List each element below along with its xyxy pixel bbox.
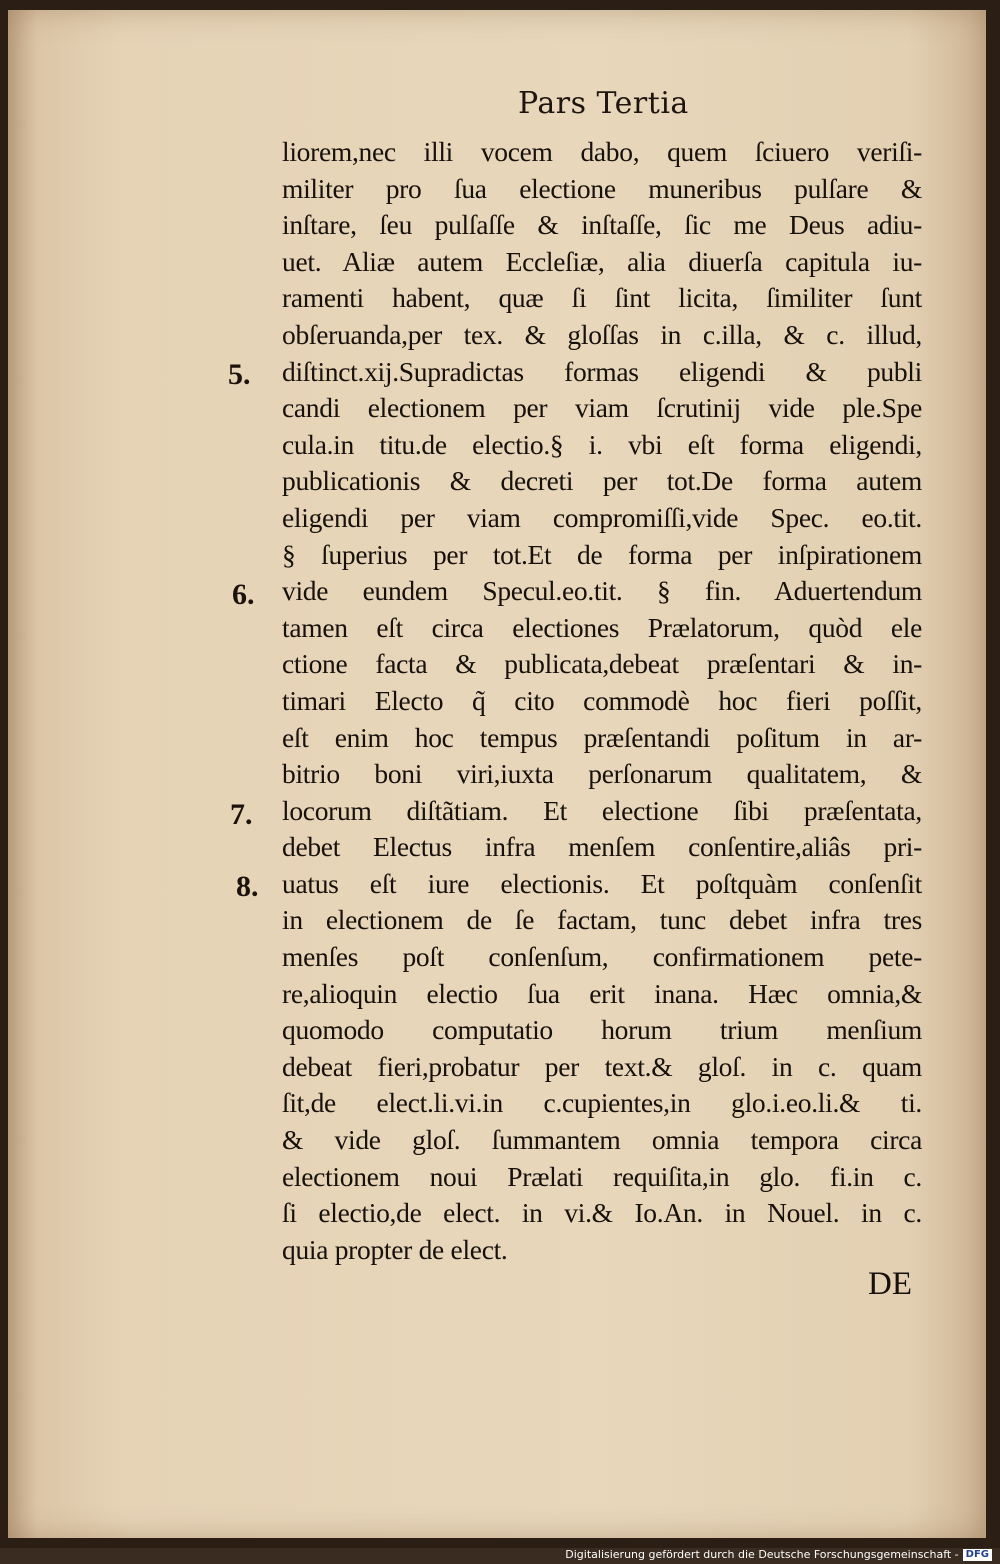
text-line: liorem,nec illi vocem dabo, quem ſciuero veriſi- (282, 136, 922, 167)
text-line: timari Electo q̃ cito commodè hoc fieri poſſit, (282, 684, 922, 716)
dfg-logo: DFG (963, 1549, 992, 1561)
margin-number-5: 5. (228, 358, 251, 391)
text-line: re,alioquin electio ſua erit inana. Hæc omnia,& (282, 977, 922, 1009)
text-line: ramenti habent, quæ ſi ſint licita, ſimiliter ſunt (282, 282, 922, 314)
margin-number-6: 6. (232, 578, 255, 611)
text-line: § ſuperius per tot.Et de forma per inſpirationem (282, 538, 922, 570)
text-line: inſtare, ſeu pulſaſſe & inſtaſſe, ſic me Deus adiu- (282, 209, 922, 241)
text-line: locorum diſtãtiam. Et electione ſibi præſentata, (282, 794, 922, 826)
text-line: uet. Aliæ autem Eccleſiæ, alia diuerſa capitula iu- (282, 245, 922, 277)
text-line: & vide gloſ. ſummantem omnia tempora circa (282, 1124, 922, 1156)
text-line: ctione facta & publicata,debeat præſentari & in- (282, 648, 922, 680)
text-line: diſtinct.xij.Supradictas formas eligendi & publi (282, 355, 922, 387)
margin-number-7: 7. (230, 798, 253, 831)
text-line: obſeruanda,per tex. & gloſſas in c.illa, & c. illud, (282, 318, 922, 350)
text-line: militer pro ſua electione muneribus pulſare & (282, 172, 922, 204)
text-line: menſes poſt conſenſum, confirmationem pete- (282, 941, 922, 973)
text-line: ſit,de elect.li.vi.in c.cupientes,in glo.i.eo.li.& ti. (282, 1087, 922, 1119)
text-line: vide eundem Specul.eo.tit. § fin. Aduertendum (282, 575, 922, 607)
running-head: Pars Tertia (518, 86, 689, 121)
text-line: ſi electio,de elect. in vi.& Io.An. in Nouel. in c. (282, 1197, 922, 1229)
digitization-footer (565, 1548, 992, 1562)
text-block (282, 134, 922, 1268)
text-line: debet Electus infra menſem conſentire,aliâs pri- (282, 831, 922, 863)
text-line: uatus eſt iure electionis. Et poſtquàm conſenſit (282, 867, 922, 899)
text-line: eligendi per viam compromiſſi,vide Spec. eo.tit. (282, 501, 922, 533)
text-line-last: quia propter de elect. (282, 1233, 508, 1265)
footer-text: Digitalisierung gefördert durch die Deutsche Forschungsgemeinschaft - (565, 1548, 959, 1561)
text-line: publicationis & decreti per tot.De forma autem (282, 465, 922, 497)
text-line: quomodo computatio horum trium menſium (282, 1014, 922, 1046)
catchword: DE (868, 1266, 912, 1302)
margin-number-8: 8. (236, 870, 259, 903)
text-line: in electionem de ſe factam, tunc debet infra tres (282, 904, 922, 936)
text-line: bitrio boni viri,iuxta perſonarum qualitatem, & (282, 758, 922, 790)
text-line: electionem noui Prælati requiſita,in glo. fi.in c. (282, 1160, 922, 1192)
text-line: eſt enim hoc tempus præſentandi poſitum in ar- (282, 721, 922, 753)
text-line: cula.in titu.de electio.§ i. vbi eſt forma eligendi, (282, 428, 922, 460)
text-line: debeat fieri,probatur per text.& gloſ. in c. quam (282, 1050, 922, 1082)
text-line: candi electionem per viam ſcrutinij vide ple.Spe (282, 392, 922, 424)
text-line: tamen eſt circa electiones Prælatorum, quòd ele (282, 611, 922, 643)
